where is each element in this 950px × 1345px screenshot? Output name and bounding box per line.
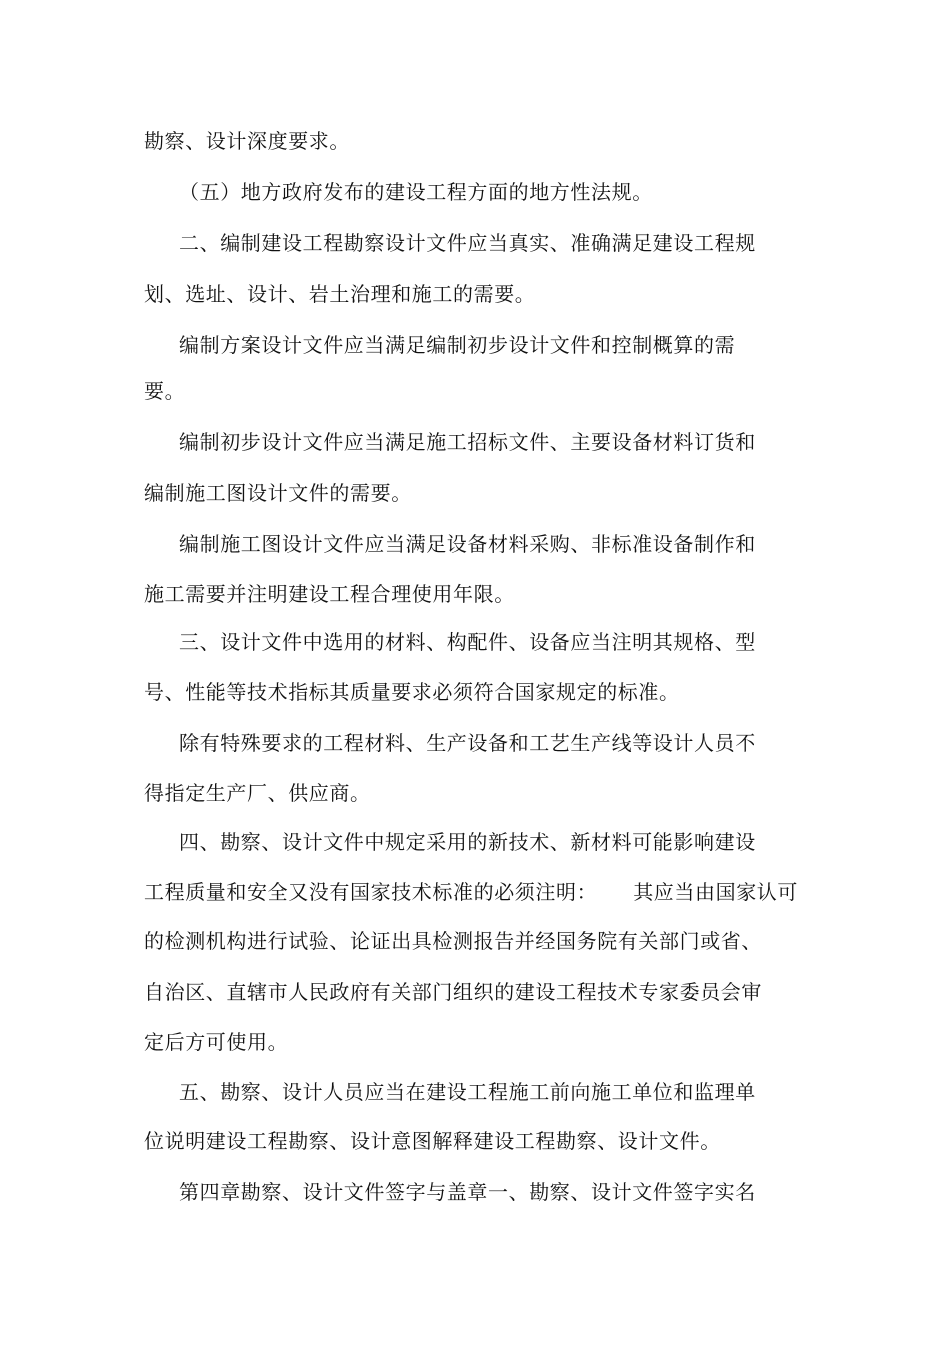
text-line: 编制施工图设计文件应当满足设备材料采购、非标准设备制作和	[179, 532, 756, 556]
text-line: 要。	[144, 379, 186, 403]
text-line: 二、编制建设工程勘察设计文件应当真实、准确满足建设工程规	[179, 231, 756, 255]
text-line: 除有特殊要求的工程材料、生产设备和工艺生产线等设计人员不	[179, 731, 756, 755]
text-line: 五、勘察、设计人员应当在建设工程施工前向施工单位和监理单	[179, 1080, 756, 1104]
text-line: 划、选址、设计、岩土治理和施工的需要。	[144, 282, 536, 306]
text-line: 编制方案设计文件应当满足编制初步设计文件和控制概算的需	[179, 333, 736, 357]
text-line: 第四章勘察、设计文件签字与盖章一、勘察、设计文件签字实名	[179, 1180, 756, 1204]
text-segment: 工程质量和安全又没有国家技术标准的必须注明：	[144, 880, 598, 904]
text-line: 自治区、直辖市人民政府有关部门组织的建设工程技术专家委员会审	[144, 980, 762, 1004]
text-line: 勘察、设计深度要求。	[144, 129, 350, 153]
text-line: 编制初步设计文件应当满足施工招标文件、主要设备材料订货和	[179, 430, 756, 454]
text-segment: 其应当由国家认可	[633, 880, 799, 904]
text-line: 编制施工图设计文件的需要。	[144, 481, 412, 505]
text-line: 三、设计文件中选用的材料、构配件、设备应当注明其规格、型	[179, 630, 756, 654]
text-line	[144, 880, 798, 904]
text-line: 位说明建设工程勘察、设计意图解释建设工程勘察、设计文件。	[144, 1129, 721, 1153]
text-line: 施工需要并注明建设工程合理使用年限。	[144, 582, 515, 606]
text-line: 号、性能等技术指标其质量要求必须符合国家规定的标准。	[144, 680, 680, 704]
text-line: 定后方可使用。	[144, 1030, 289, 1054]
text-line: （五）地方政府发布的建设工程方面的地方性法规。	[179, 180, 653, 204]
text-line: 的检测机构进行试验、论证出具检测报告并经国务院有关部门或省、	[144, 929, 762, 953]
text-line: 四、勘察、设计文件中规定采用的新技术、新材料可能影响建设	[179, 830, 756, 854]
text-line: 得指定生产厂、供应商。	[144, 781, 371, 805]
